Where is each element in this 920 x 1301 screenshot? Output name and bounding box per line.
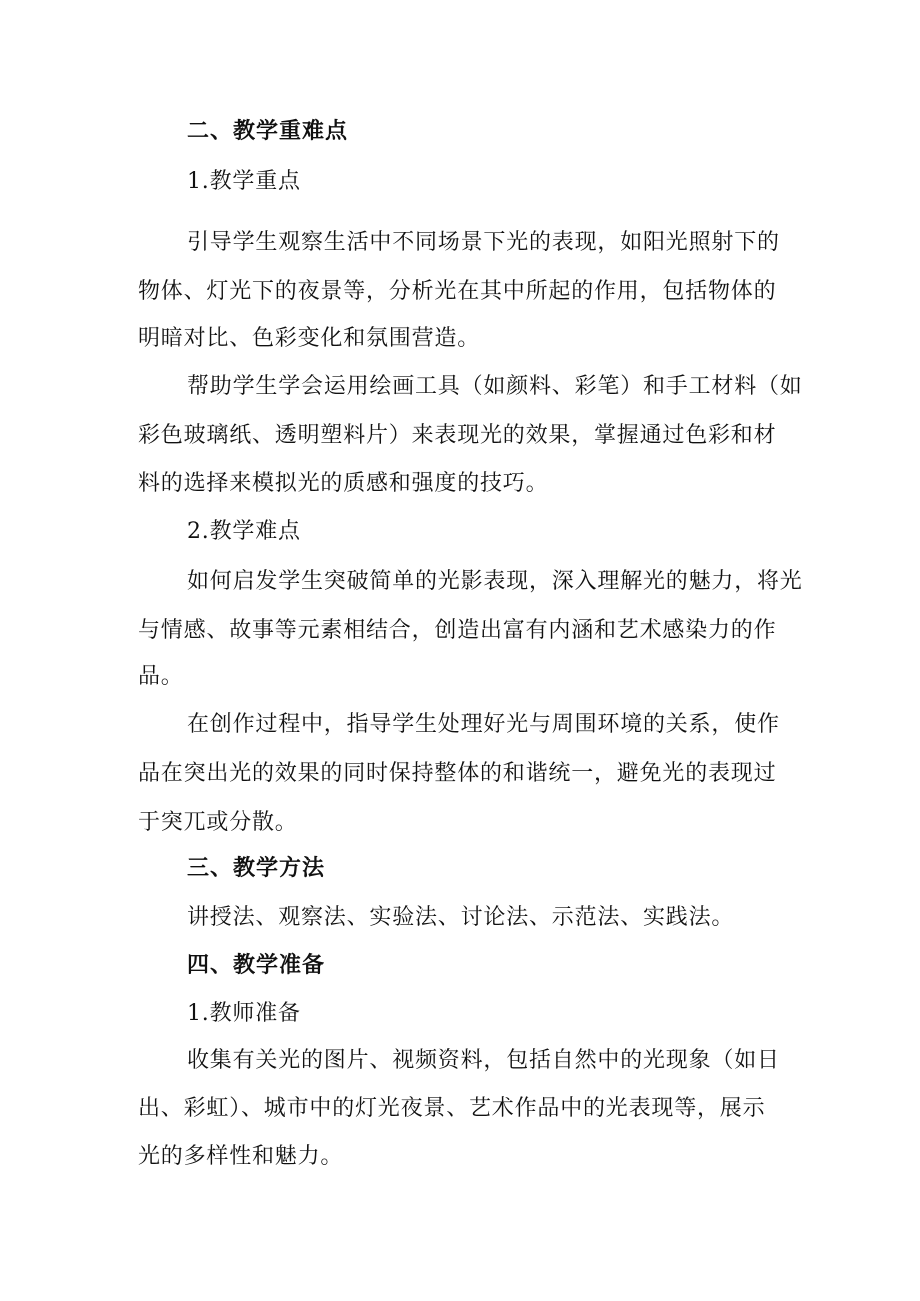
paragraph-line: 料的选择来模拟光的质感和强度的技巧。	[138, 471, 549, 496]
subheading-difficulties: 2.教学难点	[187, 519, 301, 544]
paragraph-line: 于突兀或分散。	[138, 810, 298, 835]
paragraph-line: 出、彩虹）、城市中的灯光夜景、艺术作品中的光表现等，展示	[138, 1096, 766, 1121]
paragraph-line: 品。	[138, 664, 184, 689]
subheading-key-points: 1.教学重点	[187, 169, 301, 194]
paragraph-line: 光的多样性和魅力。	[138, 1144, 344, 1169]
subheading-teacher-prep: 1.教师准备	[187, 1001, 301, 1026]
section-heading-2: 二、教学重难点	[187, 119, 349, 144]
paragraph-line: 收集有关光的图片、视频资料，包括自然中的光现象（如日	[187, 1048, 780, 1073]
paragraph-line: 彩色玻璃纸、透明塑料片）来表现光的效果，掌握通过色彩和材	[138, 423, 777, 448]
paragraph-line: 在创作过程中，指导学生处理好光与周围环境的关系，使作	[187, 712, 780, 737]
paragraph-line: 讲授法、观察法、实验法、讨论法、示范法、实践法。	[187, 905, 735, 930]
paragraph-line: 如何启发学生突破简单的光影表现，深入理解光的魅力，将光	[187, 569, 803, 594]
section-heading-4: 四、教学准备	[187, 953, 326, 978]
paragraph-line: 品在突出光的效果的同时保持整体的和谐统一，避免光的表现过	[138, 761, 777, 786]
paragraph-line: 明暗对比、色彩变化和氛围营造。	[138, 326, 481, 351]
paragraph-line: 物体、灯光下的夜景等，分析光在其中所起的作用，包括物体的	[138, 279, 777, 304]
paragraph-line: 引导学生观察生活中不同场景下光的表现，如阳光照射下的	[187, 230, 780, 255]
section-heading-3: 三、教学方法	[187, 856, 326, 881]
paragraph-line: 帮助学生学会运用绘画工具（如颜料、彩笔）和手工材料（如	[187, 374, 803, 399]
paragraph-line: 与情感、故事等元素相结合，创造出富有内涵和艺术感染力的作	[138, 618, 777, 643]
